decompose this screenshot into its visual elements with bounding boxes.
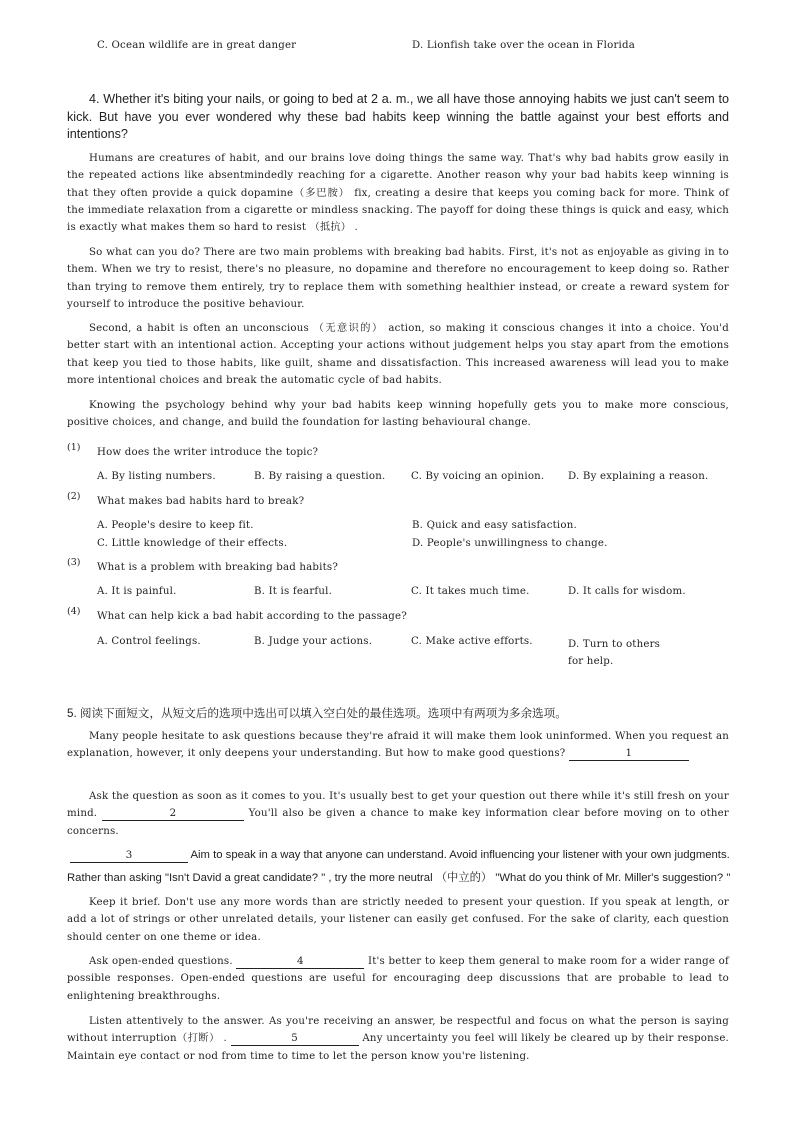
option-a: A. Control feelings. [97,636,201,647]
paragraph-text: Ask the question as soon as it comes to you. It's usually best to get your question out there while it's still fresh on your mind. [67,791,729,820]
question-number: (2) [67,491,81,502]
q4-title: 4. Whether it's biting your nails, or going to bed at 2 a. m., we all have those annoying habits we just can't seem to kick. But have you ever wondered why these bad habits keep winning the battle against your best efforts and intentions? [67,92,729,141]
option-a: A. By listing numbers. [97,471,216,482]
option-a: A. People's desire to keep fit. [97,520,254,531]
question-options [97,471,729,482]
previous-question-options [97,40,729,51]
blank-2[interactable]: 2 [102,808,244,821]
q4-paragraph-2: So what can you do? There are two main problems with breaking bad habits. First, it's not as enjoyable as giving in to them. When we try to resist, there's no pleasure, no dopamine and therefore no encouragement to keep doing so. Rather than trying to remove them entirely, try to replace them with something healthier instead, or create a reward system for yourself to introduce the positive behaviour. [67,247,729,310]
paragraph-text: Many people hesitate to ask questions because they're afraid it will make them look uninformed. When you request an explanation, however, it only deepens your understanding. But how to make good questions? [67,731,729,760]
question-text: What makes bad habits hard to break? [97,496,305,507]
question-number: (3) [67,557,81,568]
q5-paragraph-3-line-1 [70,849,730,863]
option-d: D. It calls for wisdom. [568,586,686,597]
paragraph-text: Any uncertainty you feel will likely be cleared up by their response. Maintain eye contact or nod from time to time to let the person know you're listening. [67,1033,729,1062]
option-d: D. Turn to others for help. [568,639,661,667]
q5-paragraph-4: Keep it brief. Don't use any more words than are strictly needed to present your question. If you speak at length, or add a lot of strings or other unrelated details, your listener can easily get confused. For the sake of clarity, each question should center on one theme or idea. [67,897,729,943]
question-text: How does the writer introduce the topic? [97,447,319,458]
option-d: D. People's unwillingness to change. [412,538,608,549]
option-c: C. Make active efforts. [411,636,533,647]
q4-paragraph-1: Humans are creatures of habit, and our brains love doing things the same way. That's why bad habits grow easily in the repeated actions like absentmindedly reaching for a cigarette. Another reason why your bad habits keep winning is that they often provide a quick dopamine（多巴胺） fix, creating a desire that keeps you coming back for more. Think of the immediate relaxation from a cigarette or mindless snacking. The payoff for doing these things is quick and easy, which is exactly what makes them so hard to resist （抵抗） . [67,153,729,234]
q5-paragraph-2 [67,788,729,840]
blank-3[interactable]: 3 [70,850,188,863]
option-b: B. Quick and easy satisfaction. [412,520,577,531]
question-options [97,538,729,549]
paragraph-text: You'll also be given a chance to make key information clear before moving on to other concerns. [67,808,729,837]
question-text: What is a problem with breaking bad habits? [97,562,338,573]
paragraph-text: Listen attentively to the answer. As you're receiving an answer, be respectful and focus on what the person is saying without interruption（打断） . [67,1016,729,1045]
q5-paragraph-6 [67,1013,729,1065]
option-a: A. It is painful. [97,586,177,597]
paragraph-text: It's better to keep them general to make room for a wider range of possible responses. Open-ended questions are useful for encouraging deep discussions that are probable to lead to enlightening breakthroughs. [67,956,729,1002]
q5-title: 5. 阅读下面短文，从短文后的选项中选出可以填入空白处的最佳选项。选项中有两项为多余选项。 [67,707,567,720]
q4-paragraph-3: Second, a habit is often an unconscious （无意识的） action, so making it conscious changes it into a choice. You'd better start with an intentional action. Accepting your actions without judgement helps you stay apart from the emotions that keep you tied to those habits, like guilt, shame and dissatisfaction. This increased awareness will lead you to make more intentional choices and break the automatic cycle of bad habits. [67,323,729,386]
option-b: B. Judge your actions. [254,636,373,647]
blank-4[interactable]: 4 [236,956,364,969]
option-d: D. Lionfish take over the ocean in Florida [412,40,635,51]
option-b: B. It is fearful. [254,586,333,597]
option-c: C. By voicing an opinion. [411,471,545,482]
option-d: D. By explaining a reason. [568,471,709,482]
option-c: C. Little knowledge of their effects. [97,538,288,549]
q5-paragraph-5 [67,953,729,1005]
q5-paragraph-1 [67,728,729,763]
question-options [97,636,729,670]
question-number: (1) [67,442,81,453]
paragraph-text: Aim to speak in a way that anyone can understand. Avoid influencing your listener with your own judgments. [190,849,730,861]
option-c: C. It takes much time. [411,586,530,597]
question-number: (4) [67,606,81,617]
question-text: What can help kick a bad habit according to the passage? [97,611,407,622]
option-b: B. By raising a question. [254,471,386,482]
blank-1[interactable]: 1 [569,748,689,761]
option-c: C. Ocean wildlife are in great danger [97,40,297,51]
blank-5[interactable]: 5 [231,1033,359,1046]
question-options [97,586,729,597]
question-options [97,520,729,531]
paragraph-text: Ask open-ended questions. [89,956,233,967]
q4-paragraph-4: Knowing the psychology behind why your bad habits keep winning hopefully gets you to make more conscious, positive choices, and change, and build the foundation for lasting behavioural change. [67,400,729,429]
q5-paragraph-3-line-2: Rather than asking "Isn't David a great candidate? " , try the more neutral （中立的） "What do you think of Mr. Miller's suggestion? " [67,872,731,884]
